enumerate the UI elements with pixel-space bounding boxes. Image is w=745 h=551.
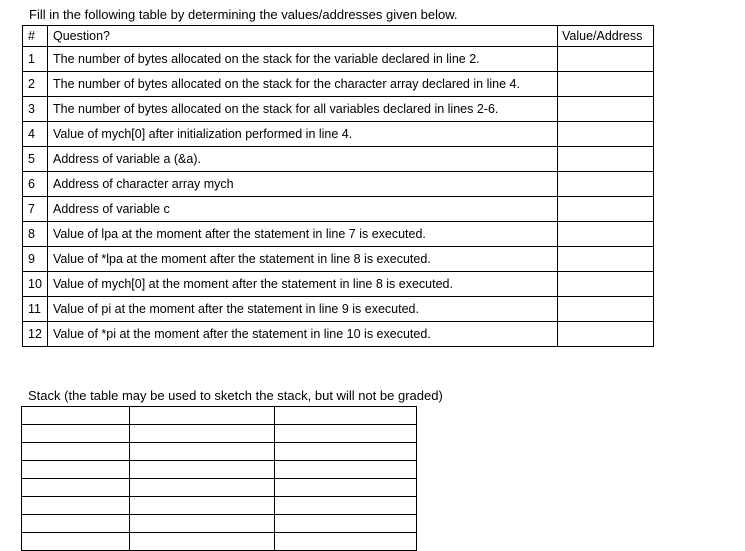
question-row xyxy=(23,47,654,72)
question-text: Address of character array mych xyxy=(48,172,558,197)
stack-cell[interactable] xyxy=(275,407,417,425)
question-row xyxy=(23,197,654,222)
question-row xyxy=(23,147,654,172)
stack-cell[interactable] xyxy=(22,497,130,515)
answer-cell[interactable] xyxy=(558,97,654,122)
question-text: Value of *pi at the moment after the statement in line 10 is executed. xyxy=(48,322,558,347)
stack-cell[interactable] xyxy=(275,479,417,497)
stack-cell[interactable] xyxy=(275,425,417,443)
stack-cell[interactable] xyxy=(22,533,130,551)
question-row xyxy=(23,122,654,147)
question-text: Address of variable a (&a). xyxy=(48,147,558,172)
stack-cell[interactable] xyxy=(275,533,417,551)
question-text: Value of lpa at the moment after the statement in line 7 is executed. xyxy=(48,222,558,247)
question-row xyxy=(23,72,654,97)
stack-caption: Stack (the table may be used to sketch the stack, but will not be graded) xyxy=(28,388,443,403)
question-number: 8 xyxy=(23,222,48,247)
question-number: 3 xyxy=(23,97,48,122)
question-number: 10 xyxy=(23,272,48,297)
answer-cell[interactable] xyxy=(558,172,654,197)
question-number: 1 xyxy=(23,47,48,72)
stack-cell[interactable] xyxy=(130,425,275,443)
stack-row xyxy=(22,497,417,515)
question-text: Value of *lpa at the moment after the statement in line 8 is executed. xyxy=(48,247,558,272)
stack-row xyxy=(22,425,417,443)
question-number: 4 xyxy=(23,122,48,147)
answer-cell[interactable] xyxy=(558,122,654,147)
answer-cell[interactable] xyxy=(558,322,654,347)
stack-sketch-table xyxy=(21,406,417,551)
question-text: The number of bytes allocated on the stack for all variables declared in lines 2-6. xyxy=(48,97,558,122)
question-text: Value of mych[0] at the moment after the statement in line 8 is executed. xyxy=(48,272,558,297)
stack-cell[interactable] xyxy=(130,407,275,425)
stack-row xyxy=(22,461,417,479)
answer-cell[interactable] xyxy=(558,222,654,247)
question-number: 6 xyxy=(23,172,48,197)
question-number: 12 xyxy=(23,322,48,347)
answer-cell[interactable] xyxy=(558,197,654,222)
stack-cell[interactable] xyxy=(22,407,130,425)
answer-cell[interactable] xyxy=(558,72,654,97)
questions-table xyxy=(22,25,654,347)
question-text: The number of bytes allocated on the stack for the character array declared in line 4. xyxy=(48,72,558,97)
question-number: 9 xyxy=(23,247,48,272)
question-number: 7 xyxy=(23,197,48,222)
answer-cell[interactable] xyxy=(558,147,654,172)
question-text: Value of pi at the moment after the statement in line 9 is executed. xyxy=(48,297,558,322)
stack-cell[interactable] xyxy=(22,461,130,479)
question-row xyxy=(23,97,654,122)
answer-cell[interactable] xyxy=(558,297,654,322)
stack-cell[interactable] xyxy=(130,533,275,551)
answer-cell[interactable] xyxy=(558,272,654,297)
stack-cell[interactable] xyxy=(275,515,417,533)
stack-row xyxy=(22,533,417,551)
question-number: 5 xyxy=(23,147,48,172)
instructions-text: Fill in the following table by determining the values/addresses given below. xyxy=(29,7,458,22)
stack-cell[interactable] xyxy=(130,479,275,497)
question-row xyxy=(23,172,654,197)
questions-header-row xyxy=(23,26,654,47)
question-row xyxy=(23,322,654,347)
question-text: Value of mych[0] after initialization performed in line 4. xyxy=(48,122,558,147)
question-row xyxy=(23,297,654,322)
stack-cell[interactable] xyxy=(275,443,417,461)
question-text: Address of variable c xyxy=(48,197,558,222)
header-value: Value/Address xyxy=(558,26,654,47)
stack-cell[interactable] xyxy=(22,425,130,443)
stack-cell[interactable] xyxy=(22,515,130,533)
answer-cell[interactable] xyxy=(558,247,654,272)
stack-row xyxy=(22,407,417,425)
stack-cell[interactable] xyxy=(275,461,417,479)
stack-row xyxy=(22,515,417,533)
question-text: The number of bytes allocated on the stack for the variable declared in line 2. xyxy=(48,47,558,72)
header-question: Question? xyxy=(48,26,558,47)
stack-cell[interactable] xyxy=(275,497,417,515)
question-row xyxy=(23,272,654,297)
stack-cell[interactable] xyxy=(130,461,275,479)
answer-cell[interactable] xyxy=(558,47,654,72)
stack-cell[interactable] xyxy=(130,497,275,515)
stack-cell[interactable] xyxy=(130,443,275,461)
question-row xyxy=(23,247,654,272)
question-row xyxy=(23,222,654,247)
stack-row xyxy=(22,443,417,461)
stack-cell[interactable] xyxy=(130,515,275,533)
header-number: # xyxy=(23,26,48,47)
stack-row xyxy=(22,479,417,497)
question-number: 11 xyxy=(23,297,48,322)
stack-cell[interactable] xyxy=(22,479,130,497)
question-number: 2 xyxy=(23,72,48,97)
stack-cell[interactable] xyxy=(22,443,130,461)
